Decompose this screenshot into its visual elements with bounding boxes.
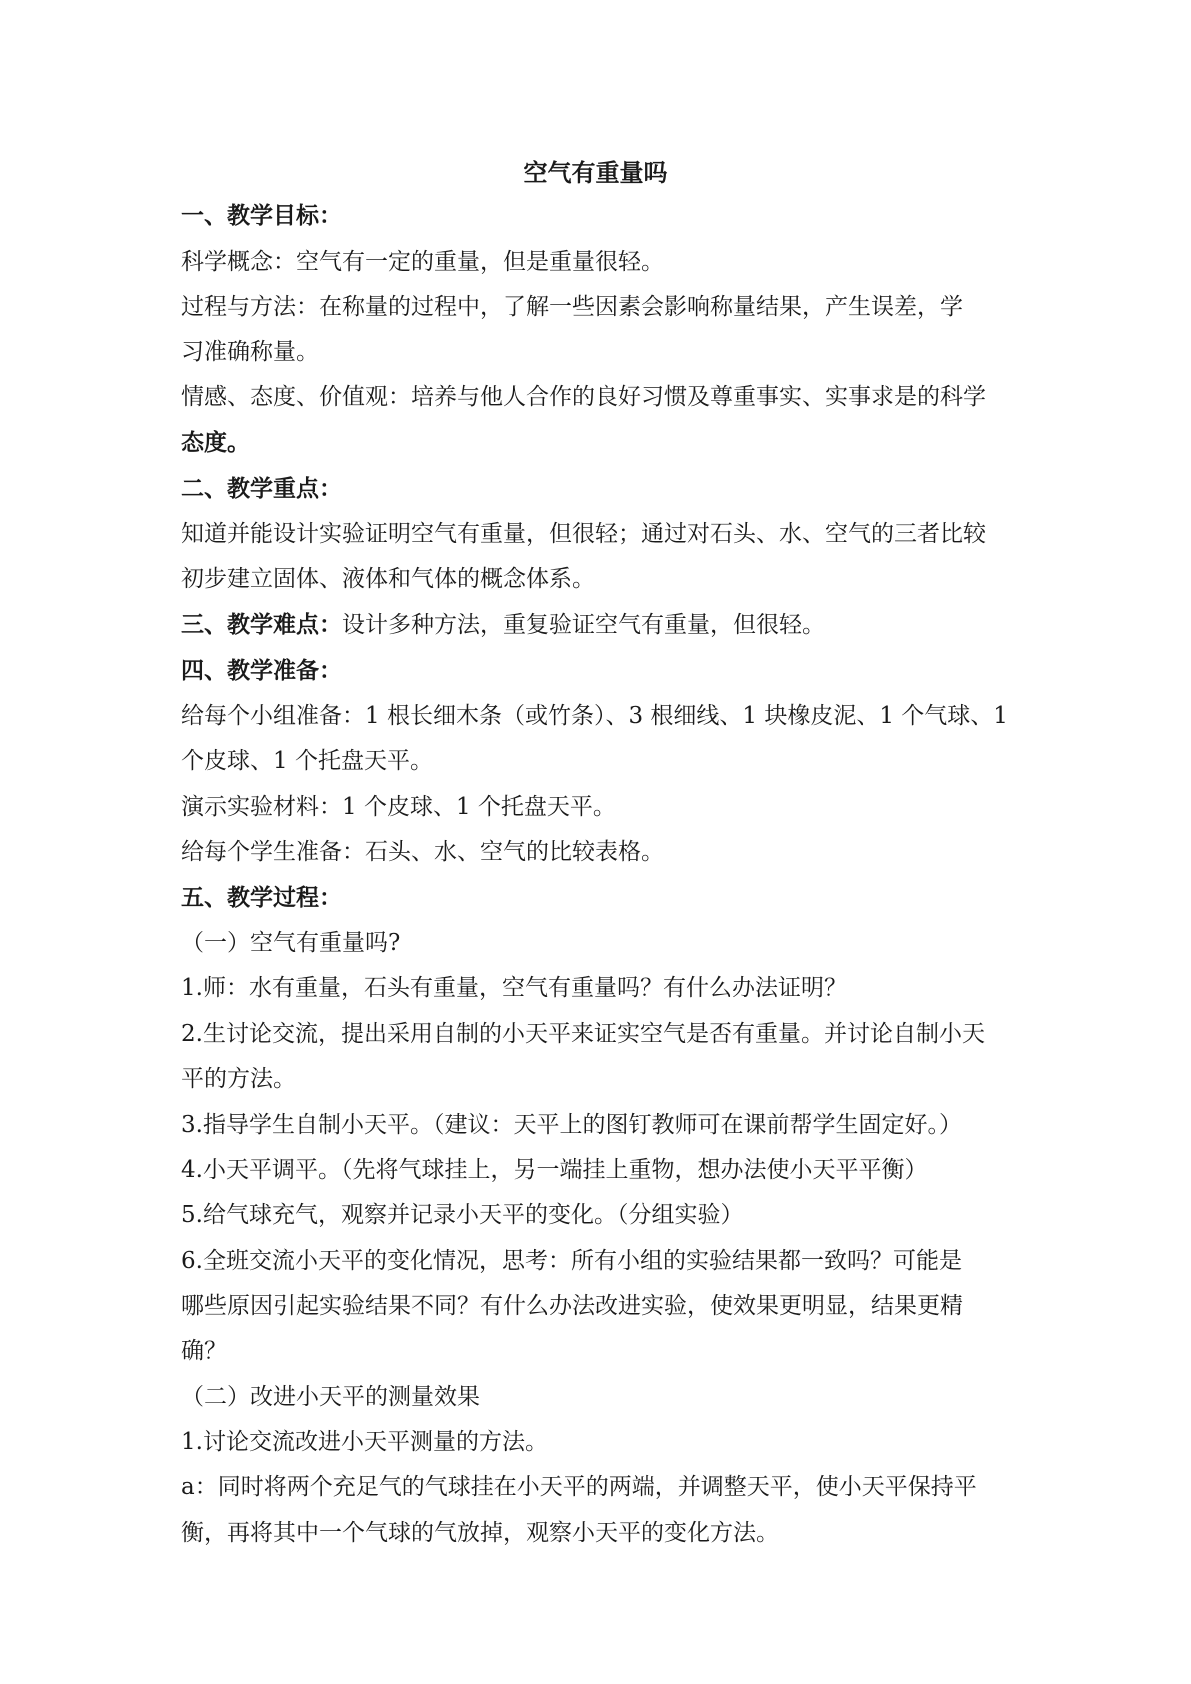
paragraph-line: 习准确称量。: [181, 339, 319, 365]
section-heading-difficulties: [181, 610, 1021, 640]
paragraph-line: 情感、态度、价值观：培养与他人合作的良好习惯及尊重事实、实事求是的科学: [181, 384, 986, 410]
paragraph-line: 衡，再将其中一个气球的气放掉，观察小天平的变化方法。: [181, 1520, 779, 1546]
paragraph-line: 确？: [181, 1338, 227, 1364]
document-title: 空气有重量吗: [523, 158, 668, 187]
paragraph-line: 平的方法。: [181, 1066, 296, 1092]
paragraph-line: 知道并能设计实验证明空气有重量，但很轻；通过对石头、水、空气的三者比较: [181, 521, 986, 547]
paragraph-line: 4.小天平调平。（先将气球挂上，另一端挂上重物，想办法使小天平平衡）: [181, 1157, 928, 1183]
subsection-heading: （二）改进小天平的测量效果: [181, 1384, 480, 1410]
paragraph-line: 个皮球、1 个托盘天平。: [181, 748, 433, 774]
paragraph-line: 科学概念：空气有一定的重量，但是重量很轻。: [181, 249, 664, 275]
paragraph-line: 初步建立固体、液体和气体的概念体系。: [181, 566, 595, 592]
section-heading-process: 五、教学过程：: [181, 884, 342, 911]
section-heading-key-points: 二、教学重点：: [181, 475, 342, 502]
paragraph-line: 1.讨论交流改进小天平测量的方法。: [181, 1429, 548, 1455]
paragraph-line: 3.指导学生自制小天平。（建议：天平上的图钉教师可在课前帮学生固定好。）: [181, 1112, 962, 1138]
paragraph-line: 演示实验材料：1 个皮球、1 个托盘天平。: [181, 794, 616, 820]
paragraph-line: 6.全班交流小天平的变化情况，思考：所有小组的实验结果都一致吗？可能是: [181, 1248, 962, 1274]
section-heading-preparation: 四、教学准备：: [181, 657, 342, 684]
paragraph-line: 态度。: [181, 429, 250, 456]
paragraph-line: 给每个学生准备：石头、水、空气的比较表格。: [181, 839, 664, 865]
paragraph-line: 2.生讨论交流，提出采用自制的小天平来证实空气是否有重量。并讨论自制小天: [181, 1021, 985, 1047]
section-heading-objectives: 一、教学目标：: [181, 202, 342, 229]
paragraph-line: 过程与方法：在称量的过程中，了解一些因素会影响称量结果，产生误差，学: [181, 294, 963, 320]
difficulties-text: 设计多种方法，重复验证空气有重量，但很轻。: [342, 612, 825, 638]
subsection-heading: （一）空气有重量吗?: [181, 930, 401, 956]
paragraph-line: 哪些原因引起实验结果不同？有什么办法改进实验，使效果更明显，结果更精: [181, 1293, 963, 1319]
paragraph-line: 1.师：水有重量，石头有重量，空气有重量吗？有什么办法证明？: [181, 975, 847, 1001]
paragraph-line: 5.给气球充气，观察并记录小天平的变化。（分组实验）: [181, 1202, 744, 1228]
paragraph-line: a：同时将两个充足气的气球挂在小天平的两端，并调整天平，使小天平保持平: [181, 1474, 977, 1500]
paragraph-line: 给每个小组准备：1 根长细木条（或竹条）、3 根细线、1 块橡皮泥、1 个气球、1: [181, 703, 1008, 729]
difficulties-label: 三、教学难点：: [181, 611, 342, 638]
